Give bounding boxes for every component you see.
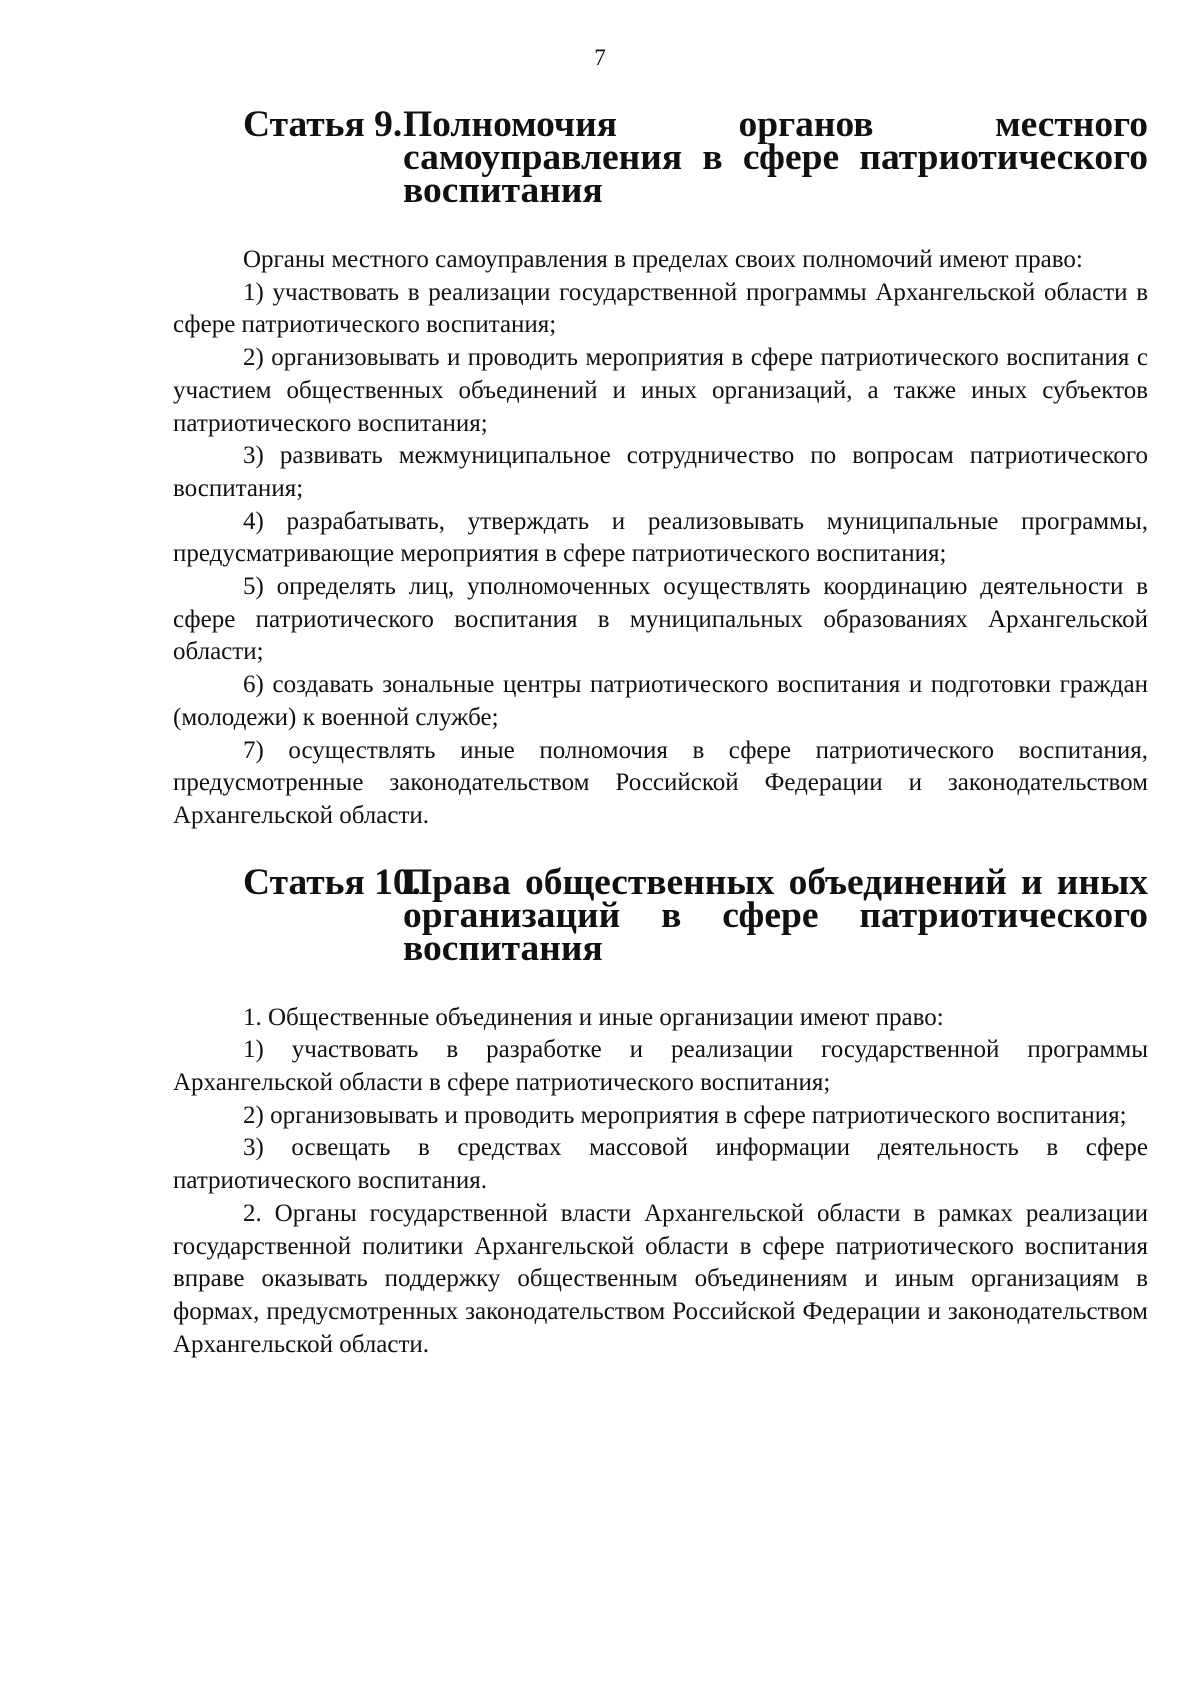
list-item: 2) организовывать и проводить мероприятия в сфере патриотического воспитания с участием общественных объединений и иных организаций, а также иных субъектов патриотического воспитания; bbox=[173, 344, 1148, 437]
article-body bbox=[173, 244, 1148, 833]
list-item: 1) участвовать в разработке и реализации государственной программы Архангельской области в сфере патриотического воспитания; bbox=[173, 1036, 1148, 1097]
article-9 bbox=[173, 104, 1148, 833]
article-heading bbox=[173, 104, 1148, 211]
list-item: 5) определять лиц, уполномоченных осуществлять координацию деятельности в сфере патриотического воспитания в муниципальных образованиях Архангельской области; bbox=[173, 573, 1148, 666]
article-spacer bbox=[173, 833, 1148, 866]
paragraph: Органы местного самоуправления в пределах своих полномочий имеют право: bbox=[243, 246, 1083, 273]
article-number: Статья 10. bbox=[243, 861, 422, 903]
list-item: 3) развивать межмуниципальное сотрудничество по вопросам патриотического воспитания; bbox=[173, 442, 1148, 502]
article-title: Полномочия органов местного самоуправления в сфере патриотического воспитания bbox=[403, 104, 1148, 211]
list-item: 2) организовывать и проводить мероприятия в сфере патриотического воспитания; bbox=[243, 1101, 1127, 1129]
article-body bbox=[173, 1002, 1148, 1362]
list-item: 6) создавать зональные центры патриотического воспитания и подготовки граждан (молодежи) к военной службе; bbox=[173, 671, 1148, 731]
list-item: 4) разрабатывать, утверждать и реализовывать муниципальные программы, предусматривающие мероприятия в сфере патриотического воспитания; bbox=[173, 507, 1148, 568]
document-body bbox=[173, 104, 1148, 1361]
article-heading bbox=[173, 861, 1148, 969]
paragraph: 1. Общественные объединения и иные организации имеют право: bbox=[243, 1003, 944, 1031]
article-title: Права общественных объединений и иных организаций в сфере патриотического воспитания bbox=[403, 861, 1148, 969]
list-item: 1) участвовать в реализации государственной программы Архангельской области в сфере патриотического воспитания; bbox=[173, 278, 1148, 339]
list-item: 3) освещать в средствах массовой информации деятельность в сфере патриотического воспитания. bbox=[173, 1134, 1148, 1195]
page-number: 7 bbox=[594, 45, 606, 70]
paragraph: 2. Органы государственной власти Архангельской области в рамках реализации государственной политики Архангельской области в сфере патриотического воспитания вправе оказывать поддержку общественным объединениям и иным организациям в формах, предусмотренных законодательством Российской Федерации и законодательством Архангельской области. bbox=[173, 1199, 1148, 1358]
article-number: Статья 9. bbox=[243, 104, 403, 145]
list-item: 7) осуществлять иные полномочия в сфере патриотического воспитания, предусмотренные законодательством Российской Федерации и законодательством Архангельской области. bbox=[173, 736, 1148, 829]
article-10 bbox=[173, 861, 1148, 1362]
